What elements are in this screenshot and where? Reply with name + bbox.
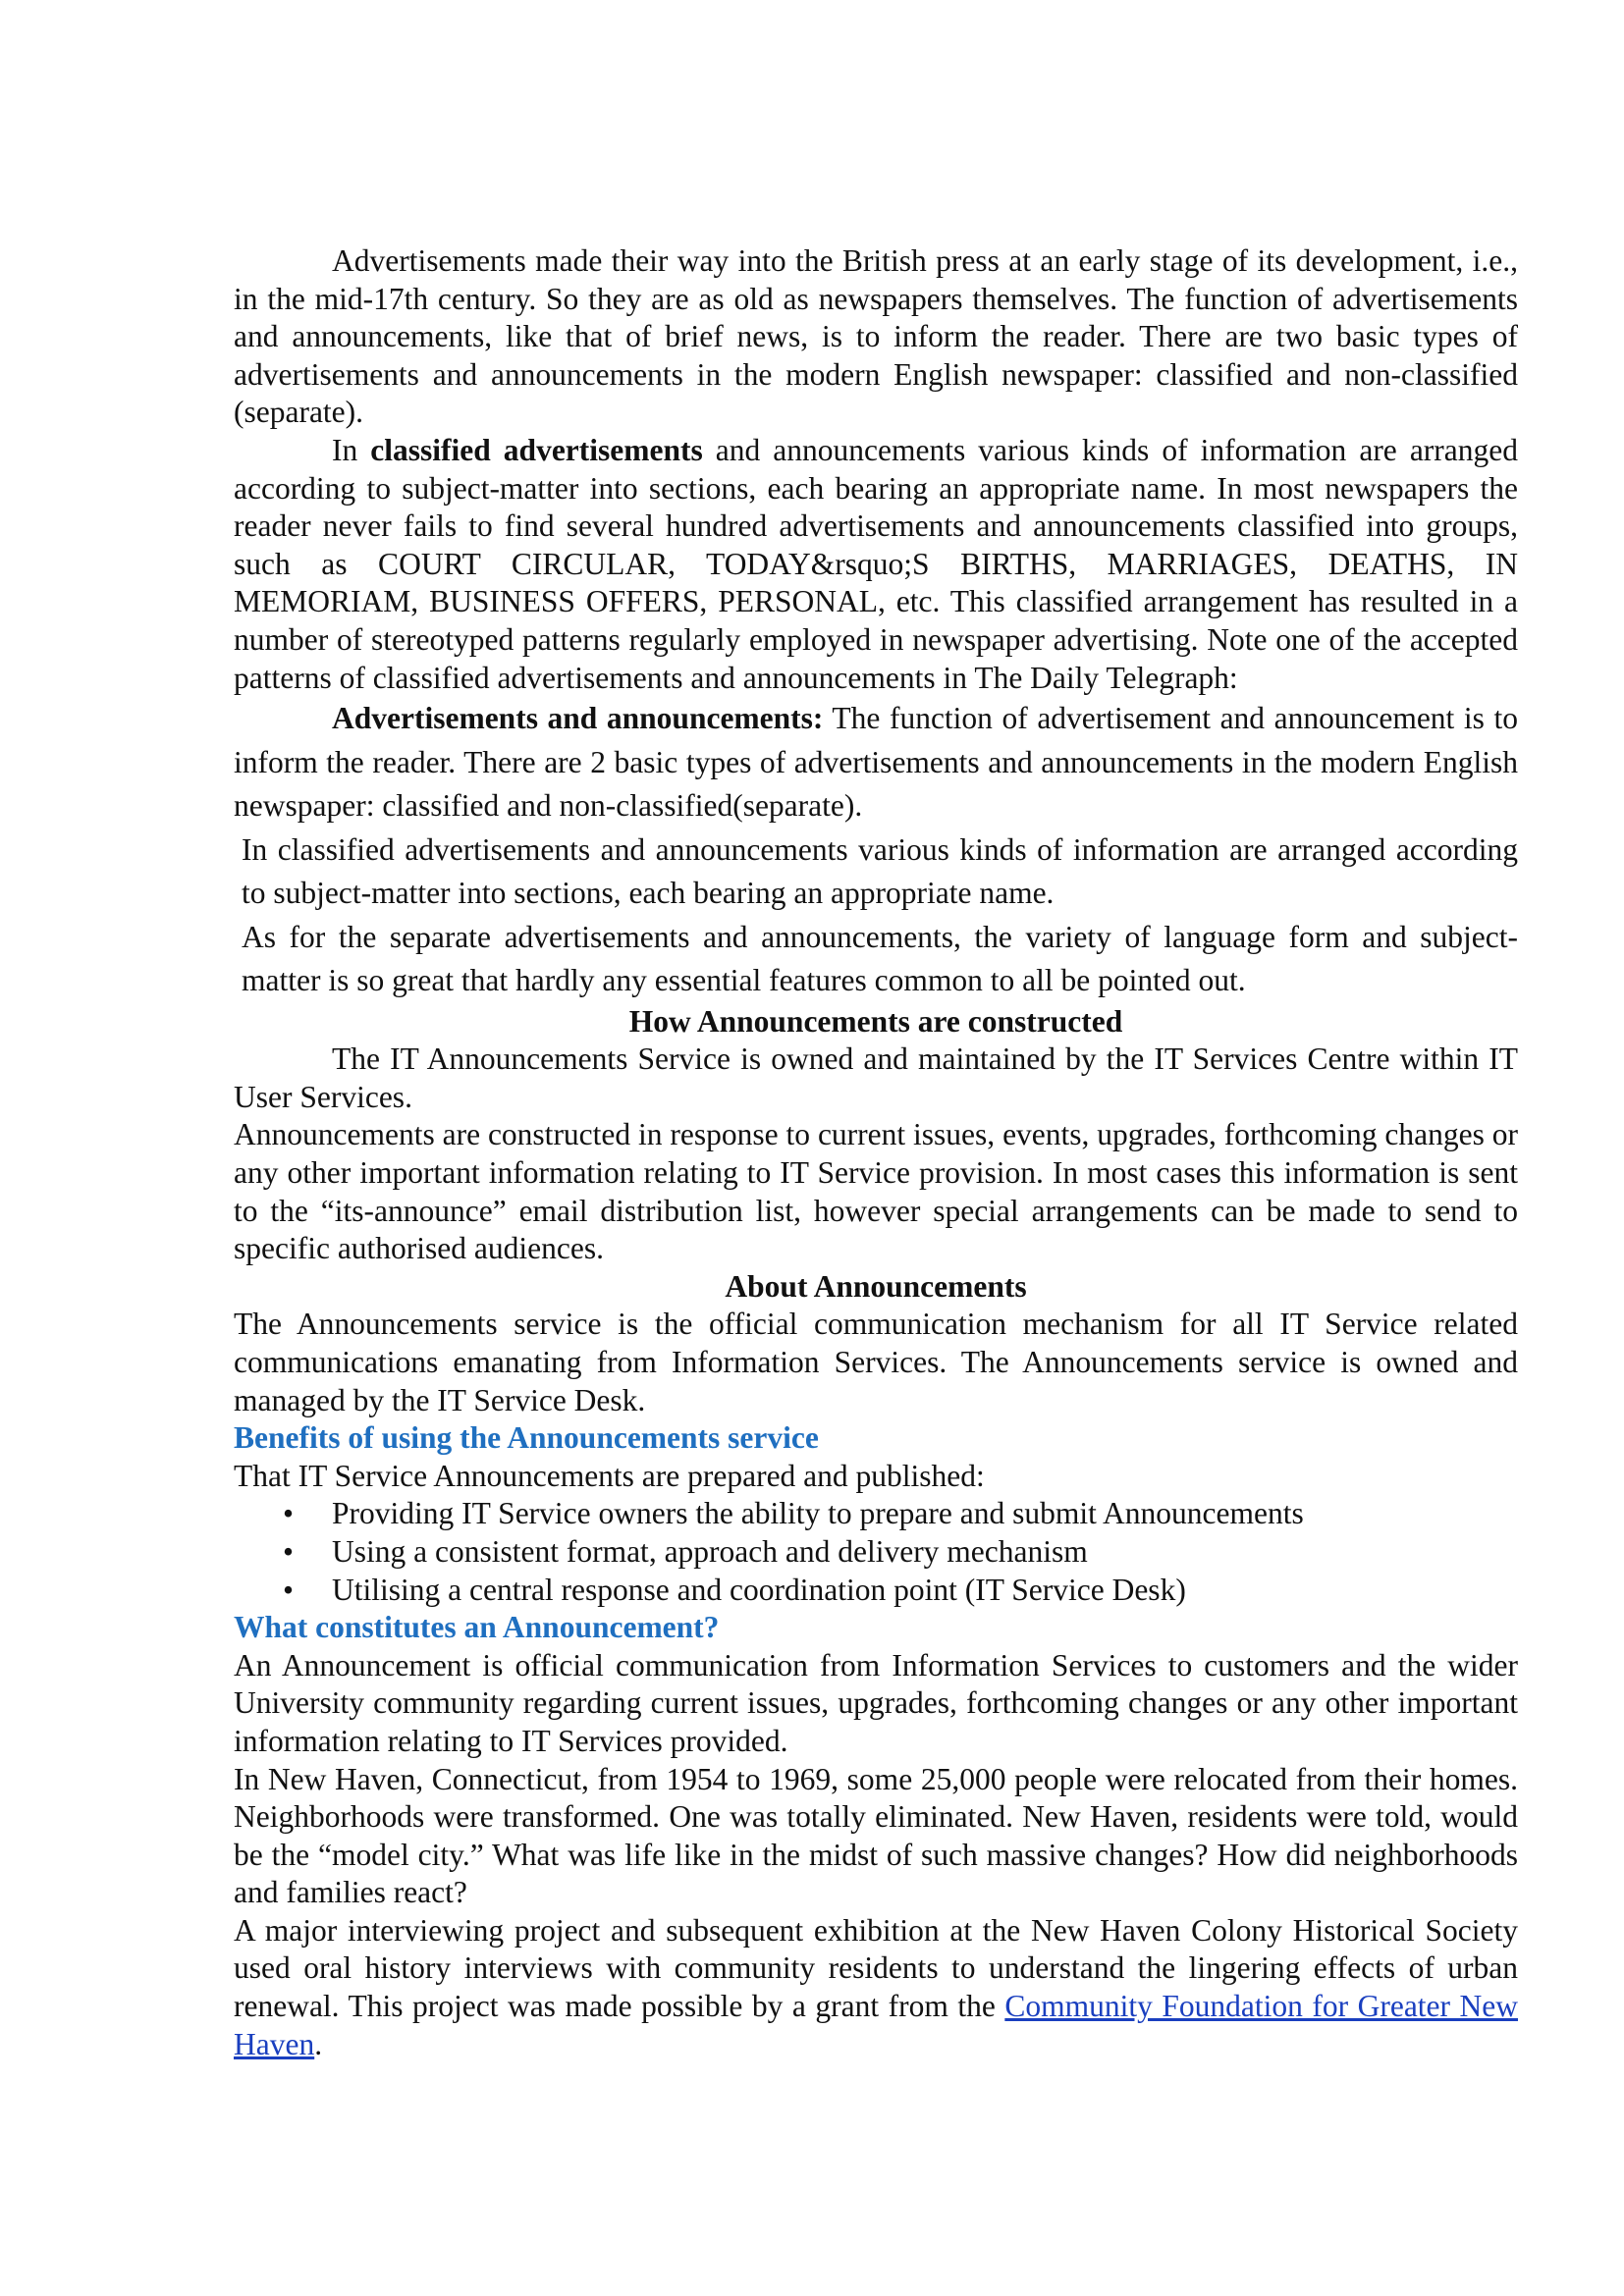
community-foundation-link[interactable]: Community Foundation for Greater New Haven bbox=[234, 1989, 1518, 2061]
definition-term: Advertisements and announcements: bbox=[332, 701, 824, 736]
list-item: • Utilising a central response and coordination point (IT Service Desk) bbox=[234, 1572, 1518, 1610]
definition-announcement-paragraph: An Announcement is official communication from Information Services to customers and the wider University community regarding current issues, upgrades, forthcoming changes or any other important information relating to IT Services provided. bbox=[234, 1647, 1518, 1758]
section-heading-about: About Announcements bbox=[725, 1268, 1027, 1304]
definition-text: The function of advertisement and announcement is to inform the reader. There are 2 basic types of advertisements and announcements in the modern English newspaper: classified and non-classified(separate). bbox=[234, 701, 1518, 824]
list-item: • Using a consistent format, approach and delivery mechanism bbox=[234, 1533, 1518, 1572]
classified-term: classified advertisements bbox=[370, 432, 703, 467]
section-heading-constructed: How Announcements are constructed bbox=[628, 1003, 1123, 1039]
section-heading-benefits: Benefits of using the Announcements service bbox=[234, 1420, 819, 1456]
benefits-intro: That IT Service Announcements are prepared and published: bbox=[234, 1458, 985, 1493]
separate-summary-paragraph: As for the separate advertisements and announcements, the variety of language form and subject-matter is so great that hardly any essential features common to all be pointed out. bbox=[242, 919, 1518, 998]
list-item: • Providing IT Service owners the ability to prepare and submit Announcements bbox=[234, 1495, 1518, 1533]
project-end: . bbox=[314, 2026, 323, 2061]
document-page bbox=[234, 242, 1518, 2063]
classified-prefix: In bbox=[332, 432, 371, 467]
intro-paragraph: Advertisements made their way into the British press at an early stage of its development, i.e., in the mid-17th century. So they are as old as newspapers themselves. The function of advertisements and announcements, like that of brief news, is to inform the reader. There are two basic types of advertisements and announcements in the modern English newspaper: classified and non-classified (separate). bbox=[234, 243, 1518, 430]
about-paragraph: The Announcements service is the official communication mechanism for all IT Service related communications emanating from Information Services. The Announcements service is owned and managed by the IT Service Desk. bbox=[234, 1307, 1518, 1417]
classified-paragraph bbox=[234, 432, 1518, 697]
classified-text: and announcements various kinds of information are arranged according to subject-matter into sections, each bearing an appropriate name. In most newspapers the reader never fails to find several hundred advertisements and announcements classified into groups, such as COURT CIRCULAR, TODAY&rsquo;S BIRTHS, MARRIAGES, DEATHS, IN MEMORIAM, BUSINESS OFFERS, PERSONAL, etc. This classified arrangement has resulted in a number of stereotyped patterns regularly employed in newspaper advertising. Note one of the accepted patterns of classified advertisements and announcements in The Daily Telegraph: bbox=[234, 432, 1518, 695]
definition-paragraph bbox=[234, 697, 1518, 828]
construction-paragraph: Announcements are constructed in response to current issues, events, upgrades, forthcoming changes or any other important information relating to IT Service provision. In most cases this information is sent to the “its-announce” email distribution list, however special arrangements can be made to send to specific authorised audiences. bbox=[234, 1117, 1518, 1266]
project-paragraph bbox=[234, 1912, 1518, 2063]
it-service-paragraph: The IT Announcements Service is owned and maintained by the IT Services Centre within IT User Services. bbox=[234, 1041, 1518, 1114]
new-haven-paragraph: In New Haven, Connecticut, from 1954 to 1969, some 25,000 people were relocated from their homes. Neighborhoods were transformed. One was totally eliminated. New Haven, residents were told, would be the “model city.” What was life like in the midst of such massive changes? How did neighborhoods and families react? bbox=[234, 1761, 1518, 1910]
project-text: A major interviewing project and subsequent exhibition at the New Haven Colony Historical Society used oral history interviews with community residents to understand the lingering effects of urban renewal. This project was made possible by a grant from the bbox=[234, 1912, 1518, 2024]
section-heading-what-constitutes: What constitutes an Announcement? bbox=[234, 1610, 720, 1645]
classified-summary-paragraph: In classified advertisements and announcements various kinds of information are arranged according to subject-matter into sections, each bearing an appropriate name. bbox=[242, 831, 1518, 911]
benefits-list bbox=[234, 1495, 1518, 1609]
